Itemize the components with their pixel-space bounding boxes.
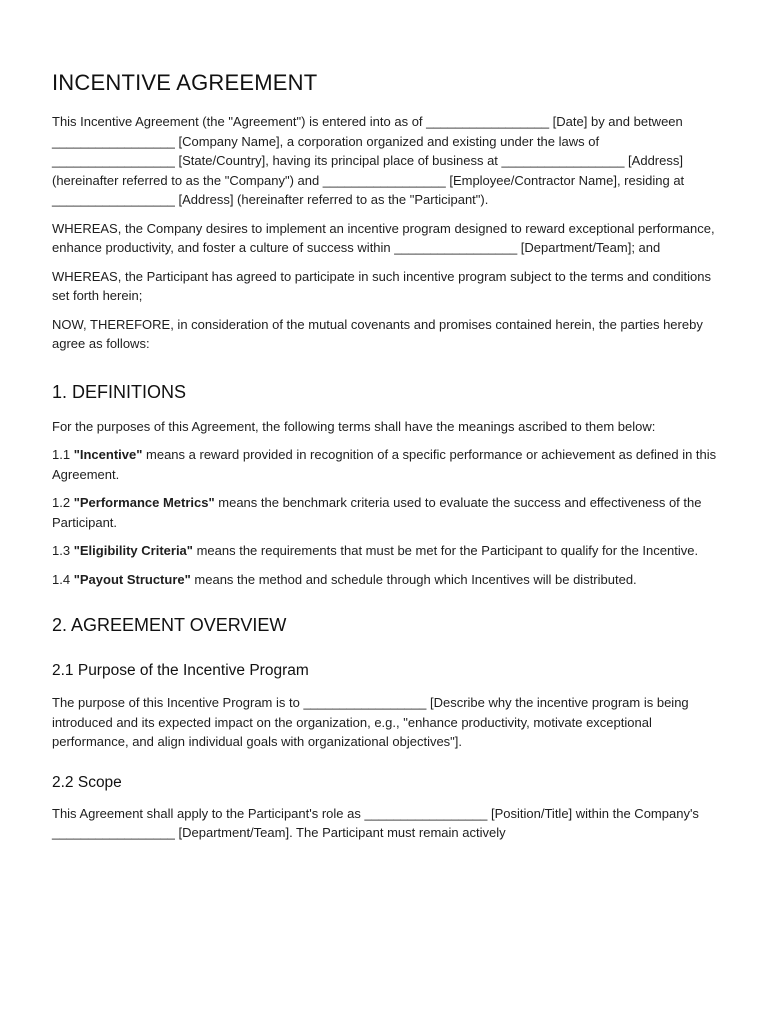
definition-item <box>52 541 720 561</box>
definition-text: means the benchmark criteria used to evaluate the success and effectiveness of the Participant. <box>52 495 702 530</box>
document-page <box>52 70 720 843</box>
whereas-clause-1: WHEREAS, the Company desires to implement an incentive program designed to reward exceptional performance, enhance productivity, and foster a culture of success within _________________ [Department/Team]; and <box>52 220 715 255</box>
definition-text: means the requirements that must be met for the Participant to qualify for the Incentive. <box>196 543 699 558</box>
definition-item <box>52 445 720 484</box>
scope-paragraph: This Agreement shall apply to the Participant's role as _________________ [Position/Title] within the Company's _________________ [Department/Team]. The Participant must remain actively <box>52 805 699 840</box>
definition-term: "Payout Structure" <box>73 571 191 587</box>
definition-item <box>52 493 720 532</box>
section-2-heading: 2. AGREEMENT OVERVIEW <box>52 615 287 635</box>
definition-number: 1.2 <box>52 495 71 510</box>
definition-number: 1.4 <box>52 571 71 587</box>
definition-text: means a reward provided in recognition of a specific performance or achievement as defined in this Agreement. <box>52 447 717 482</box>
now-therefore-clause: NOW, THEREFORE, in consideration of the mutual covenants and promises contained herein, the parties hereby agree as follows: <box>52 316 703 351</box>
definition-term: "Performance Metrics" <box>73 495 215 510</box>
subsection-2-2-heading: 2.2 Scope <box>52 773 122 791</box>
document-title: INCENTIVE AGREEMENT <box>52 70 318 95</box>
subsection-2-1-heading: 2.1 Purpose of the Incentive Program <box>52 662 309 679</box>
definitions-intro: For the purposes of this Agreement, the following terms shall have the meanings ascribed to them below: <box>52 418 656 434</box>
definition-text: means the method and schedule through which Incentives will be distributed. <box>194 571 637 587</box>
purpose-paragraph: The purpose of this Incentive Program is to _________________ [Describe why the incentive program is being introduced and its expected impact on the organization, e.g., "enhance productivity, motivate exceptional performance, and align individual goals with organizational objectives"]. <box>52 695 689 749</box>
whereas-clause-2: WHEREAS, the Participant has agreed to participate in such incentive program subject to the terms and conditions set forth herein; <box>52 268 712 303</box>
intro-paragraph: This Incentive Agreement (the "Agreement") is entered into as of _________________ [Date] by and between _________________ [Company Name], a corporation organized and existing under the laws of _________________ [State/Country], having its principal place of business at _________________ [Address] (hereinafter referred to as the "Company") and _________________ [Employee/Contractor Name], residing at _________________ [Address] (hereinafter referred to as the "Participant"). <box>52 114 685 207</box>
definition-term: "Incentive" <box>73 447 143 462</box>
definition-term: "Eligibility Criteria" <box>73 543 193 558</box>
definition-item <box>52 570 720 590</box>
definition-number: 1.1 <box>52 447 71 462</box>
section-1-heading: 1. DEFINITIONS <box>52 381 187 402</box>
definition-number: 1.3 <box>52 543 71 558</box>
